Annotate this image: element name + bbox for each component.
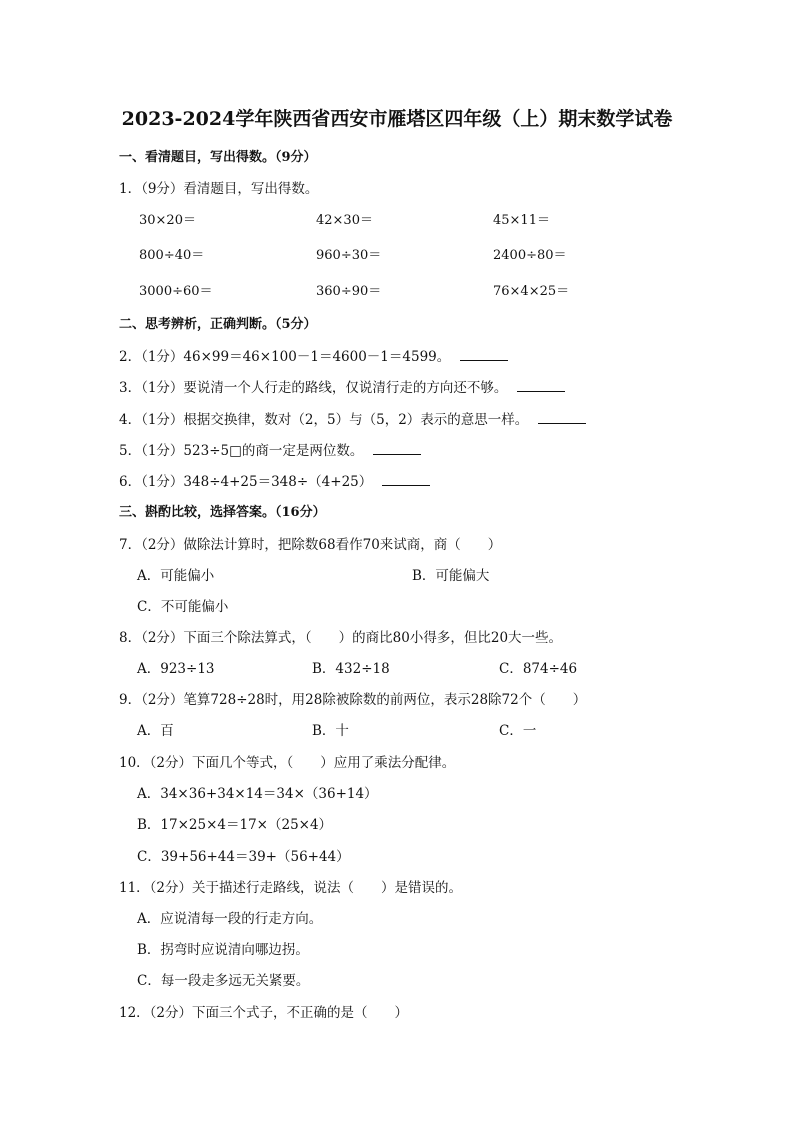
- calc-item: 960÷30＝: [316, 248, 382, 263]
- option-c: C．不可能偏小: [137, 599, 229, 615]
- option-b: B．17×25×4＝17×（25×4）: [137, 817, 333, 833]
- answer-blank[interactable]: [382, 472, 430, 486]
- calc-item: 2400÷80＝: [493, 248, 567, 263]
- section-heading-1: 一、看清题目，写出得数。（9分）: [119, 150, 317, 165]
- question-8: 8．（2分）下面三个除法算式，（ ）的商比80小得多，但比20大一些。: [119, 630, 563, 646]
- question-5: 5．（1分）523÷5□的商一定是两位数。: [119, 439, 421, 459]
- answer-blank[interactable]: [373, 441, 421, 455]
- calc-item: 45×11＝: [493, 213, 550, 228]
- calc-item: 30×20＝: [139, 213, 196, 228]
- section-heading-3: 三、斟酌比较，选择答案。（16分）: [119, 505, 326, 520]
- question-11: 11．（2分）关于描述行走路线，说法（ ）是错误的。: [119, 880, 463, 896]
- answer-blank[interactable]: [460, 347, 508, 361]
- page-title: 2023-2024学年陕西省西安市雁塔区四年级（上）期末数学试卷: [121, 108, 673, 130]
- calc-item: 360÷90＝: [316, 284, 382, 299]
- option-c: C．每一段走多远无关紧要。: [137, 973, 310, 989]
- question-2: 2．（1分）46×99＝46×100－1＝4600－1＝4599。: [119, 345, 508, 365]
- option-b: B．432÷18: [312, 661, 390, 677]
- option-a: A．应说清每一段的行走方向。: [137, 911, 323, 927]
- question-4: 4．（1分）根据交换律，数对（2，5）与（5，2）表示的意思一样。: [119, 408, 586, 428]
- option-b: B．十: [312, 723, 349, 739]
- answer-blank[interactable]: [517, 378, 565, 392]
- section-heading-2: 二、思考辨析，正确判断。（5分）: [119, 317, 317, 332]
- question-1: 1．（9分）看清题目，写出得数。: [119, 181, 319, 197]
- answer-blank[interactable]: [538, 410, 586, 424]
- option-b: B．拐弯时应说清向哪边拐。: [137, 942, 309, 958]
- option-a: A．可能偏小: [137, 568, 215, 584]
- question-12: 12．（2分）下面三个式子，不正确的是（ ）: [119, 1005, 409, 1021]
- option-a: A．34×36+34×14＝34×（36+14）: [137, 786, 378, 802]
- option-c: C．一: [499, 723, 537, 739]
- option-b: B．可能偏大: [412, 568, 490, 584]
- option-a: A．百: [137, 723, 174, 739]
- option-c: C．39+56+44＝39+（56+44）: [137, 849, 350, 865]
- calc-item: 76×4×25＝: [493, 284, 570, 299]
- question-7: 7．（2分）做除法计算时，把除数68看作70来试商，商（ ）: [119, 537, 502, 553]
- question-3: 3．（1分）要说清一个人行走的路线，仅说清行走的方向还不够。: [119, 376, 565, 396]
- question-10: 10．（2分）下面几个等式，（ ）应用了乘法分配律。: [119, 755, 456, 771]
- calc-item: 3000÷60＝: [139, 284, 213, 299]
- option-c: C．874÷46: [499, 661, 578, 677]
- question-6: 6．（1分）348÷4+25＝348÷（4+25）: [119, 470, 430, 490]
- option-a: A．923÷13: [137, 661, 215, 677]
- question-9: 9．（2分）笔算728÷28时，用28除被除数的前两位，表示28除72个（ ）: [119, 692, 587, 708]
- calc-item: 800÷40＝: [139, 248, 205, 263]
- calc-item: 42×30＝: [316, 213, 373, 228]
